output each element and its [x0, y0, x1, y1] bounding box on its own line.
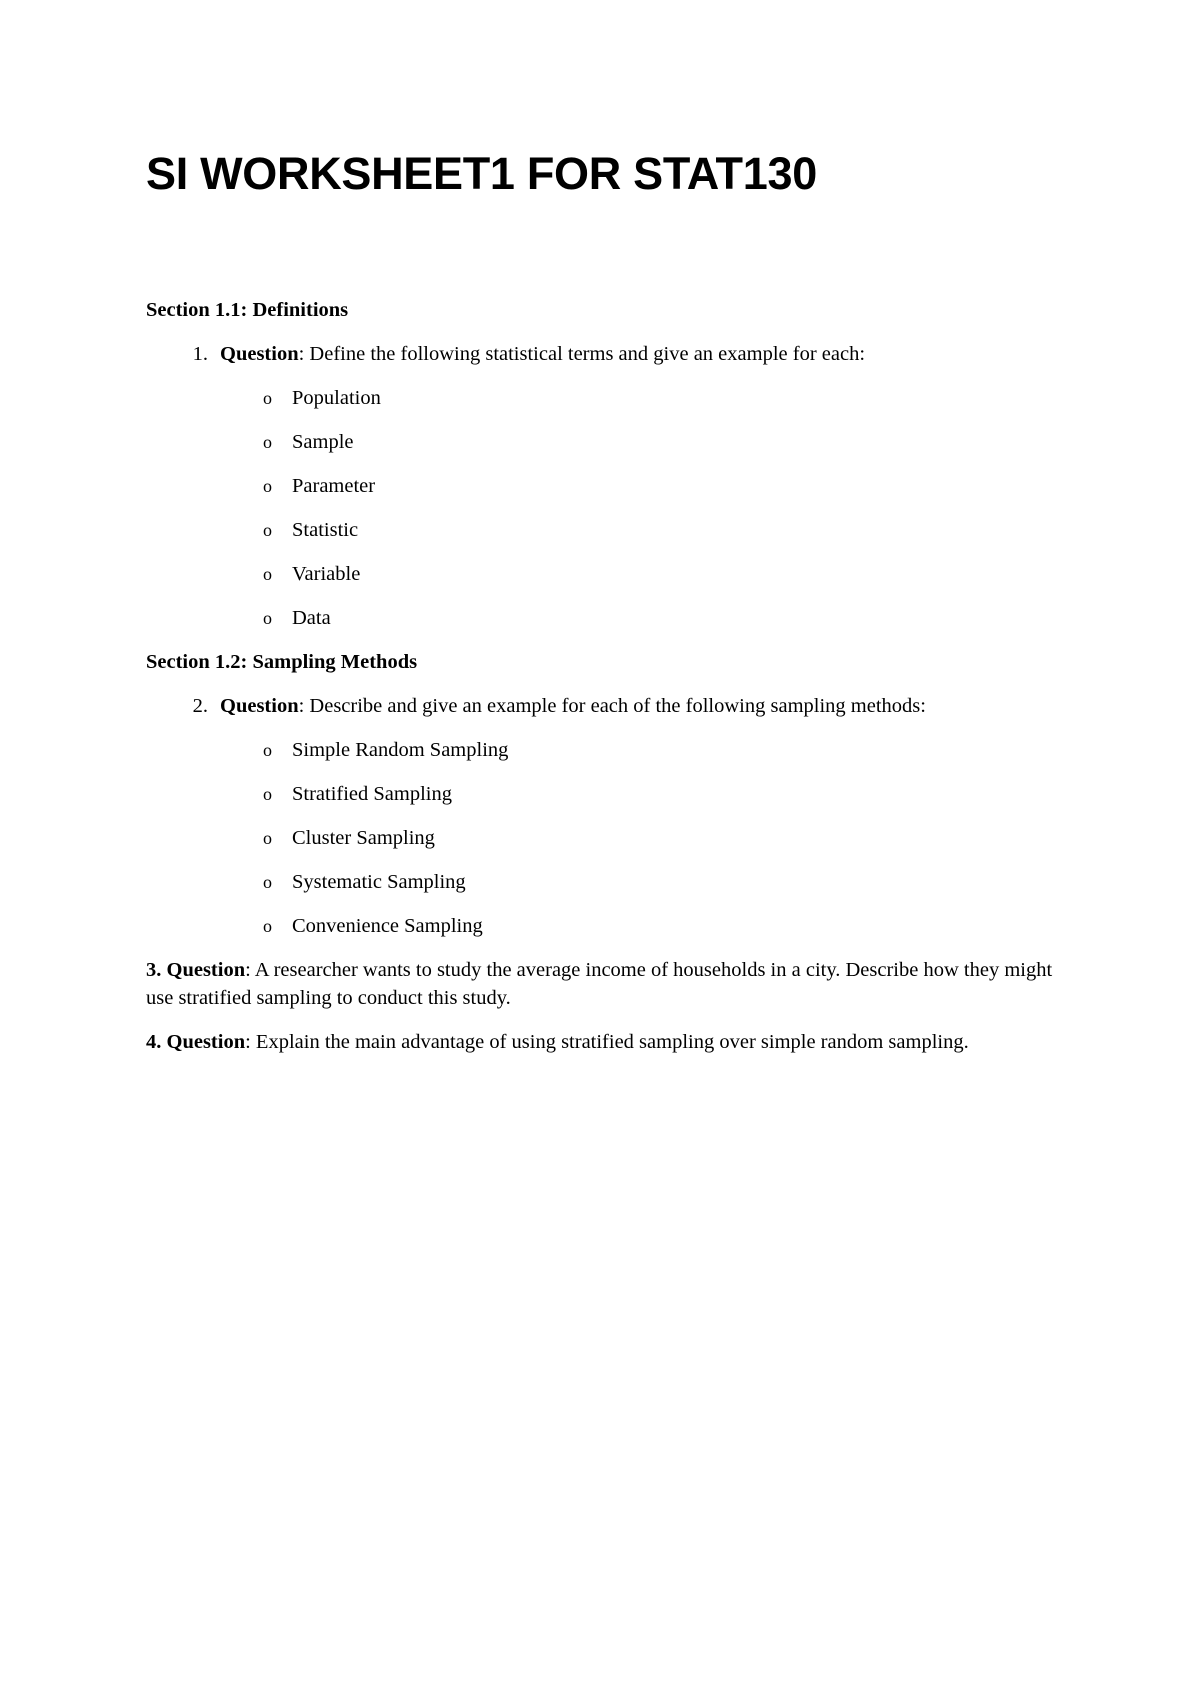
question-body: : A researcher wants to study the average income of households in a city. Describe how they might use stratified sampling to conduct this study.: [146, 959, 1053, 1009]
question-2: [146, 692, 1076, 720]
list-item: [146, 868, 1076, 896]
section-heading-definitions: Section 1.1: Definitions: [146, 299, 349, 321]
bullet-icon: o: [263, 608, 272, 628]
list-item: [146, 560, 1076, 588]
question-label: Question: [220, 695, 299, 717]
document-body: [146, 296, 1076, 1072]
list-item-label: Systematic Sampling: [292, 871, 466, 893]
list-item-label: Convenience Sampling: [292, 915, 483, 937]
list-item-label: Sample: [292, 431, 354, 453]
sampling-methods-list: [146, 736, 1076, 940]
question-label: 4. Question: [146, 1031, 246, 1053]
list-item: [146, 736, 1076, 764]
list-item: [146, 780, 1076, 808]
list-item: [146, 428, 1076, 456]
question-body: : Define the following statistical terms and give an example for each:: [298, 343, 866, 365]
document-page: [146, 0, 1076, 1696]
question-label: 3. Question: [146, 959, 246, 981]
list-item: [146, 472, 1076, 500]
list-item-label: Cluster Sampling: [292, 827, 435, 849]
list-item: [146, 824, 1076, 852]
question-body: : Describe and give an example for each of the following sampling methods:: [298, 695, 926, 717]
question-text: [220, 692, 926, 720]
list-item: [146, 384, 1076, 412]
bullet-icon: o: [263, 432, 272, 452]
bullet-icon: o: [263, 520, 272, 540]
question-4: [146, 1028, 1076, 1056]
bullet-icon: o: [263, 828, 272, 848]
list-item: [146, 604, 1076, 632]
list-item-label: Population: [292, 387, 381, 409]
bullet-icon: o: [263, 784, 272, 804]
question-1: [146, 340, 1076, 368]
question-number: 1.: [192, 343, 208, 365]
list-item-label: Data: [292, 607, 331, 629]
bullet-icon: o: [263, 916, 272, 936]
question-text: [220, 340, 865, 368]
bullet-icon: o: [263, 476, 272, 496]
question-3: [146, 956, 1076, 1012]
bullet-icon: o: [263, 740, 272, 760]
question-number: 2.: [192, 695, 208, 717]
bullet-icon: o: [263, 564, 272, 584]
list-item: [146, 516, 1076, 544]
list-item-label: Variable: [292, 563, 361, 585]
bullet-icon: o: [263, 872, 272, 892]
document-title: SI WORKSHEET1 FOR STAT130: [146, 148, 817, 199]
bullet-icon: o: [263, 388, 272, 408]
list-item-label: Simple Random Sampling: [292, 739, 509, 761]
section-heading-sampling-methods: Section 1.2: Sampling Methods: [146, 651, 418, 673]
question-body: : Explain the main advantage of using stratified sampling over simple random sampling.: [245, 1031, 969, 1053]
list-item-label: Stratified Sampling: [292, 783, 452, 805]
list-item: [146, 912, 1076, 940]
list-item-label: Statistic: [292, 519, 359, 541]
definitions-list: [146, 384, 1076, 632]
question-label: Question: [220, 343, 299, 365]
list-item-label: Parameter: [292, 475, 376, 497]
